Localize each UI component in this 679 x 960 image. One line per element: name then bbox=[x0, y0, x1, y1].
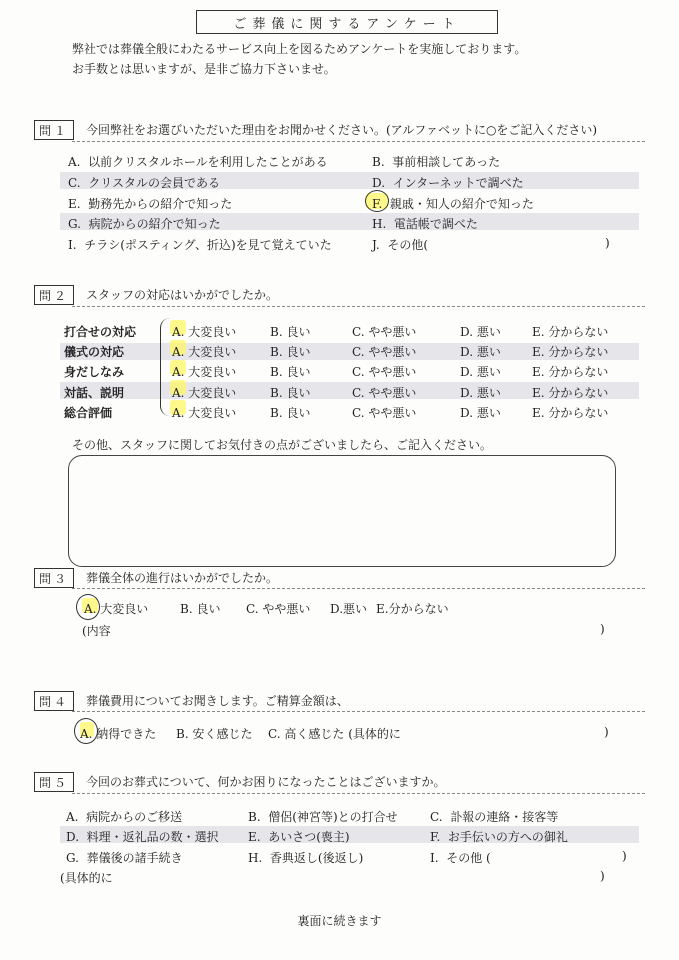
q5-detail-close: ) bbox=[600, 869, 605, 883]
q5-option[interactable]: D. 料理・返礼品の数・選択 bbox=[66, 830, 219, 844]
intro-line-1: 弊社では葬儀全般にわたるサービス向上を図るためアンケートを実施しております。 bbox=[72, 42, 527, 56]
q2-row-label: 身だしなみ bbox=[64, 365, 125, 379]
q2-row-label: 儀式の対応 bbox=[64, 345, 125, 359]
q2-choice[interactable]: E. 分からない bbox=[532, 365, 609, 379]
q2-question: スタッフの対応はいかがでしたか。 bbox=[86, 288, 279, 302]
q2-choice[interactable]: B. 良い bbox=[270, 386, 311, 400]
q2-choice[interactable]: A. 大変良い bbox=[172, 345, 237, 359]
q2-divider bbox=[72, 306, 645, 307]
q2-choice[interactable]: E. 分からない bbox=[532, 386, 609, 400]
q2-choice[interactable]: A. 大変良い bbox=[172, 406, 237, 420]
q3-choice[interactable]: A. 大変良い bbox=[84, 602, 149, 616]
q3-detail-open: (内容 bbox=[82, 624, 111, 638]
q5-option[interactable]: E. あいさつ(喪主) bbox=[248, 830, 350, 844]
q2-comment-box[interactable] bbox=[68, 455, 616, 567]
q2-choice[interactable]: B. 良い bbox=[270, 365, 311, 379]
q2-choice[interactable]: E. 分からない bbox=[532, 345, 609, 359]
q4-choice[interactable]: C. 高く感じた (具体的に bbox=[268, 727, 401, 741]
q5-option[interactable]: I. その他 ( bbox=[430, 851, 491, 865]
q1-option[interactable]: J. その他( bbox=[372, 238, 429, 252]
q4-choice[interactable]: A. 納得できた bbox=[80, 727, 157, 741]
q5-question: 今回のお葬式について、何かお困りになったことはございますか。 bbox=[86, 775, 446, 789]
q2-choice[interactable]: C. やや悪い bbox=[352, 386, 417, 400]
q2-choice[interactable]: B. 良い bbox=[270, 325, 311, 339]
q2-choice[interactable]: D. 悪い bbox=[460, 365, 501, 379]
q1-close-paren: ) bbox=[605, 236, 610, 250]
q2-choice[interactable]: C. やや悪い bbox=[352, 365, 417, 379]
q1-option[interactable]: H. 電話帳で調べた bbox=[372, 217, 478, 231]
q1-option[interactable]: F. 親戚・知人の紹介で知った bbox=[372, 197, 534, 211]
q4-close-paren: ) bbox=[604, 725, 609, 739]
q2-comment-prompt: その他、スタッフに関してお気付きの点がございましたら、ご記入ください。 bbox=[72, 438, 493, 452]
q2-choice[interactable]: D. 悪い bbox=[460, 386, 501, 400]
q3-choice[interactable]: B. 良い bbox=[180, 602, 221, 616]
q5-option[interactable]: B. 僧侶(神宮等)との打合せ bbox=[248, 810, 398, 824]
q2-label: 問２ bbox=[34, 285, 74, 305]
q5-option[interactable]: C. 訃報の連絡・接客等 bbox=[430, 810, 559, 824]
q5-option[interactable]: G. 葬儀後の諸手続き bbox=[66, 851, 183, 865]
q2-row-label: 打合せの対応 bbox=[64, 325, 137, 339]
q3-choice[interactable]: D.悪い bbox=[330, 602, 368, 616]
q5-option[interactable]: H. 香典返し(後返し) bbox=[248, 851, 364, 865]
q4-choice[interactable]: B. 安く感じた bbox=[176, 727, 253, 741]
q5-option[interactable]: F. お手伝いの方への御礼 bbox=[430, 830, 568, 844]
q2-choice[interactable]: A. 大変良い bbox=[172, 365, 237, 379]
q2-row-label: 対話、説明 bbox=[64, 386, 125, 400]
intro-line-2: お手数とは思いますが、是非ご協力下さいませ。 bbox=[72, 62, 336, 76]
q2-choice[interactable]: E. 分からない bbox=[532, 325, 609, 339]
q1-option[interactable]: D. インターネットで調べた bbox=[372, 176, 524, 190]
q3-close-paren: ) bbox=[600, 622, 605, 636]
q1-option[interactable]: B. 事前相談してあった bbox=[372, 155, 501, 169]
q5-detail-open: (具体的に bbox=[60, 871, 113, 885]
q3-divider bbox=[72, 588, 645, 589]
q4-question: 葬儀費用についてお聞きします。ご精算金額は、 bbox=[86, 694, 349, 708]
q1-divider bbox=[72, 141, 645, 142]
q5-divider bbox=[72, 793, 645, 794]
q1-question: 今回弊社をお選びいただいた理由をお聞かせください。(アルファベットに○をご記入ください) bbox=[86, 123, 598, 137]
survey-title: ご葬儀に関するアンケート bbox=[196, 10, 498, 34]
q2-choice[interactable]: C. やや悪い bbox=[352, 345, 417, 359]
q2-choice[interactable]: D. 悪い bbox=[460, 406, 501, 420]
q1-option[interactable]: I. チラシ(ポスティング、折込)を見て覚えていた bbox=[68, 238, 332, 252]
q2-choice[interactable]: C. やや悪い bbox=[352, 325, 417, 339]
q4-label: 問４ bbox=[34, 691, 74, 711]
q3-label: 問３ bbox=[34, 568, 74, 588]
q2-choice[interactable]: B. 良い bbox=[270, 345, 311, 359]
q1-option[interactable]: A. 以前クリスタルホールを利用したことがある bbox=[68, 155, 328, 169]
q2-choice[interactable]: A. 大変良い bbox=[172, 386, 237, 400]
q2-choice[interactable]: D. 悪い bbox=[460, 345, 501, 359]
q1-option[interactable]: G. 病院からの紹介で知った bbox=[68, 217, 221, 231]
q2-choice[interactable]: D. 悪い bbox=[460, 325, 501, 339]
q2-choice[interactable]: B. 良い bbox=[270, 406, 311, 420]
q2-choice[interactable]: E. 分からない bbox=[532, 406, 609, 420]
q2-row-label: 総合評価 bbox=[64, 406, 113, 420]
q3-question: 葬儀全体の進行はいかがでしたか。 bbox=[86, 571, 279, 585]
q2-choice[interactable]: A. 大変良い bbox=[172, 325, 237, 339]
q2-choice[interactable]: C. やや悪い bbox=[352, 406, 417, 420]
q5-option[interactable]: A. 病院からのご移送 bbox=[66, 810, 183, 824]
q4-divider bbox=[72, 711, 645, 712]
q3-choice[interactable]: E.分からない bbox=[376, 602, 449, 616]
q5-label: 問５ bbox=[34, 772, 74, 792]
footer-note: 裏面に続きます bbox=[297, 914, 382, 928]
q1-option[interactable]: E. 勤務先からの紹介で知った bbox=[68, 197, 233, 211]
q5-close-paren: ) bbox=[622, 849, 627, 863]
q1-option[interactable]: C. クリスタルの会員である bbox=[68, 176, 220, 190]
q1-label: 問１ bbox=[34, 120, 74, 140]
q3-choice[interactable]: C. やや悪い bbox=[246, 602, 311, 616]
